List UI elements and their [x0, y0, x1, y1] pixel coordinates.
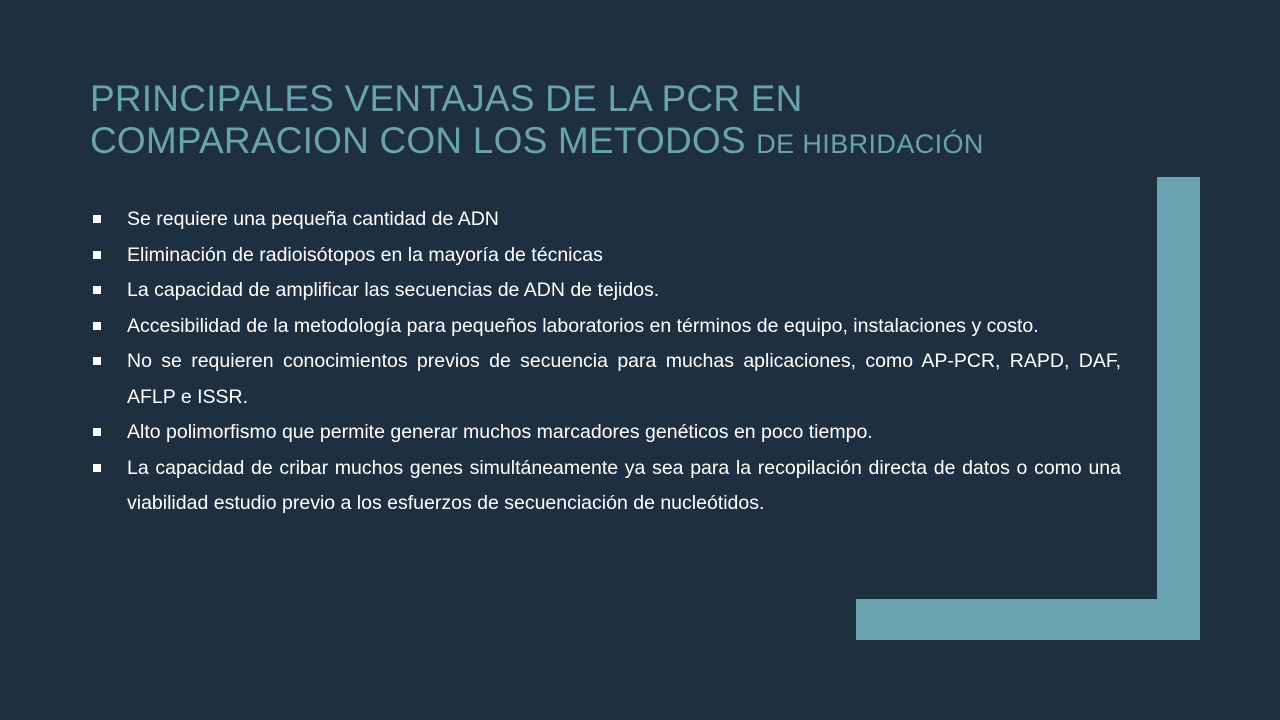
- bullet-item: [92, 238, 1121, 274]
- bullet-text: Accesibilidad de la metodología para pequeños laboratorios en términos de equipo, instalaciones y costo.: [127, 314, 1039, 337]
- accent-bar-horizontal: [856, 599, 1200, 640]
- bullet-text: Se requiere una pequeña cantidad de ADN: [127, 208, 499, 230]
- slide-title-main: PRINCIPALES VENTAJAS DE LA PCR EN COMPARACION CON LOS METODOS: [90, 78, 803, 161]
- square-bullet-icon: [93, 464, 101, 472]
- slide-title: [90, 78, 1090, 165]
- square-bullet-icon: [93, 428, 101, 436]
- bullet-text: Eliminación de radioisótopos en la mayoría de técnicas: [127, 243, 603, 266]
- bullet-item: [92, 451, 1121, 522]
- square-bullet-icon: [93, 286, 101, 294]
- square-bullet-icon: [93, 357, 101, 365]
- slide-title-small: DE HIBRIDACIÓN: [756, 129, 984, 159]
- bullet-text: No se requieren conocimientos previos de secuencia para muchas aplicaciones, como AP-PCR, RAPD, DAF, AFLP e ISSR.: [127, 350, 1121, 408]
- bullet-text: La capacidad de amplificar las secuencias de ADN de tejidos.: [127, 279, 660, 301]
- square-bullet-icon: [93, 215, 101, 223]
- bullet-text: La capacidad de cribar muchos genes simultáneamente ya sea para la recopilación directa de datos o como una viabilidad estudio previo a los esfuerzos de secuenciación de nucleótidos.: [127, 456, 1121, 514]
- bullet-list: [92, 202, 1121, 522]
- bullet-item: [92, 273, 1121, 309]
- bullet-item: [92, 415, 1121, 451]
- accent-bar-vertical: [1157, 177, 1200, 640]
- bullet-item: [92, 202, 1121, 238]
- bullet-item: [92, 309, 1121, 345]
- square-bullet-icon: [93, 251, 101, 259]
- bullet-text: Alto polimorfismo que permite generar muchos marcadores genéticos en poco tiempo.: [127, 421, 873, 443]
- bullet-item: [92, 344, 1121, 415]
- square-bullet-icon: [93, 322, 101, 330]
